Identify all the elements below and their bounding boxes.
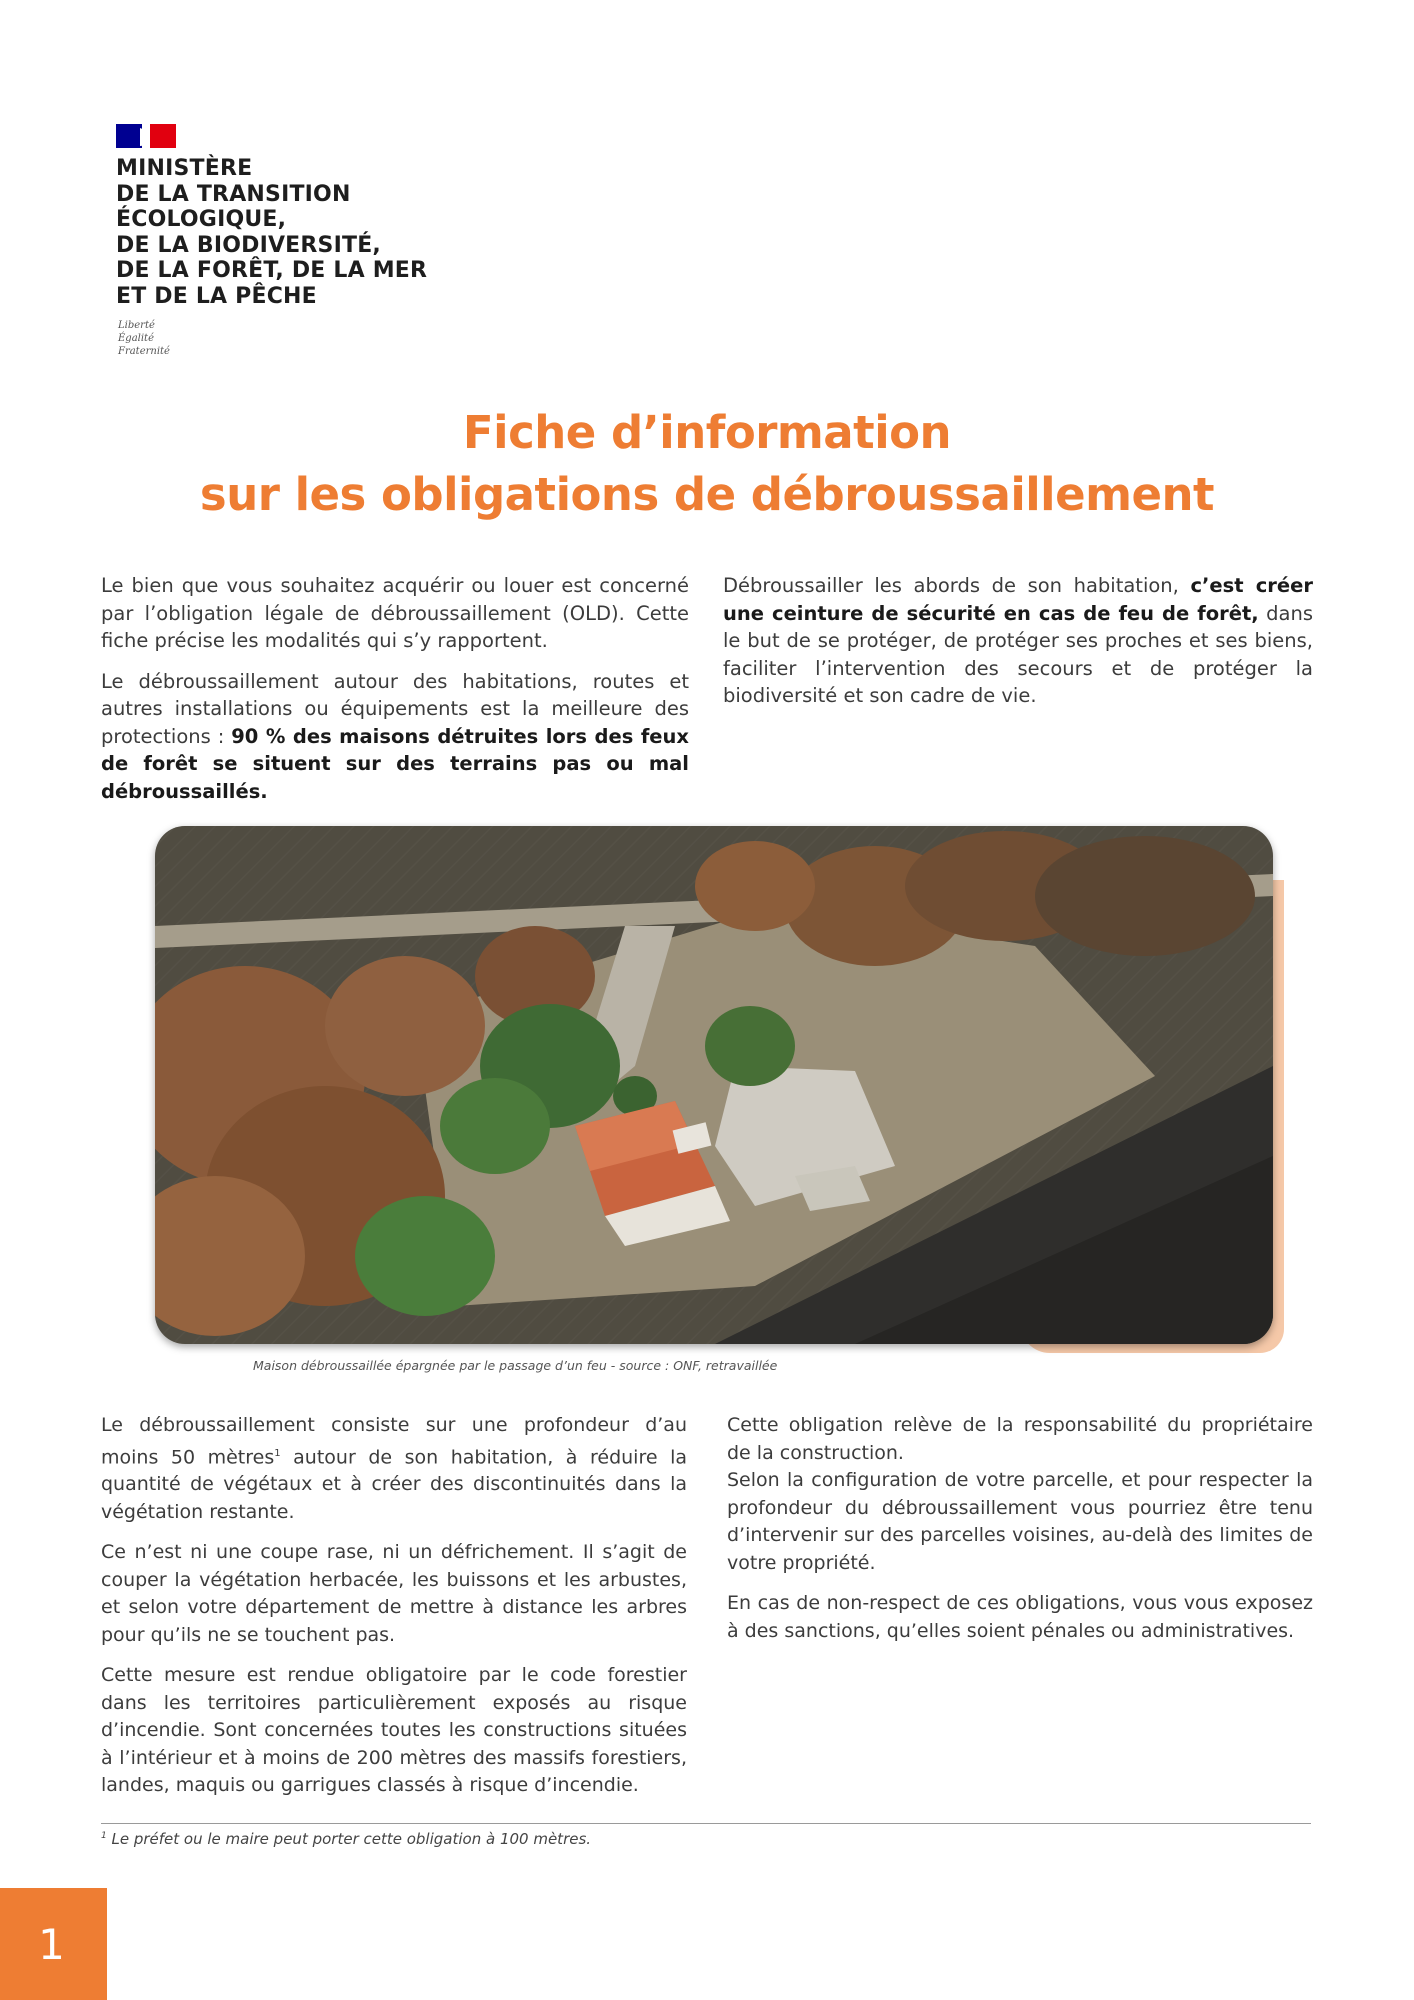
body-paragraph (727, 1412, 1313, 1577)
body-right-column (727, 1412, 1313, 1658)
footnote (101, 1830, 591, 1848)
title-line-1: Fiche d’information (462, 406, 952, 459)
body-paragraph: Ce n’est ni une coupe rase, ni un défrichement. Il s’agit de couper la végétation herbacée, les buissons et les arbustes, et selon votre département de mettre à distance les arbres pour qu’ils ne se touchent pas. (101, 1541, 687, 1646)
motto-line: Fraternité (118, 346, 170, 357)
body-left-column (101, 1412, 687, 1813)
photo-caption: Maison débroussaillée épargnée par le passage d’un feu - source : ONF, retravaillée (253, 1358, 778, 1373)
intro-highlight: c’est créer une ceinture de sécurité en cas de feu de forêt, (723, 574, 1313, 625)
ministry-name (116, 156, 427, 309)
intro-paragraph: Le bien que vous souhaitez acquérir ou louer est concerné par l’obligation légale de débroussaillement (OLD). Cette fiche précise les modalités qui s’y rapportent. (101, 574, 689, 652)
body-text: Cette obligation relève de la responsabilité du propriétaire de la construction. (727, 1414, 1313, 1464)
body-text: autour de son habitation, à réduire la quantité de végétaux et à créer des discontinuités dans la végétation restante. (101, 1445, 687, 1523)
intro-right-column (723, 572, 1313, 723)
motto-line: Égalité (118, 333, 154, 344)
motto-line: Liberté (118, 320, 155, 331)
ministry-line: MINISTÈRE (116, 156, 253, 181)
aerial-house-photo (155, 826, 1273, 1344)
title-line-2: sur les obligations de débroussaillement (199, 468, 1215, 521)
ministry-line: DE LA TRANSITION (116, 181, 351, 207)
page-title (0, 402, 1414, 526)
footnote-divider (101, 1823, 1311, 1824)
page-number: 1 (38, 1919, 65, 1969)
ministry-line: ÉCOLOGIQUE, (116, 207, 287, 232)
intro-paragraph (101, 668, 689, 806)
ministry-line: DE LA BIODIVERSITÉ, (116, 232, 381, 258)
footnote-reference: 1 (274, 1447, 281, 1459)
body-text: Le débroussaillement consiste sur une profondeur d’au moins 50 mètres (101, 1414, 687, 1468)
intro-highlight: 90 % des maisons détruites lors des feux de forêt se situent sur des terrains pas ou mal débroussaillés. (101, 724, 689, 803)
intro-text: Le débroussaillement autour des habitations, routes et autres installations ou équipements est la meilleure des protections : (101, 669, 689, 748)
page-number-badge (0, 1888, 107, 2000)
body-paragraph: Cette mesure est rendue obligatoire par le code forestier dans les territoires particulièrement exposés au risque d’incendie. Sont concernées toutes les constructions situées à l’intérieur et à moins de 200 mètres des massifs forestiers, landes, maquis ou garrigues classés à risque d’incendie. (101, 1664, 687, 1797)
intro-text: Débroussailler les abords de son habitation, (723, 574, 1191, 597)
intro-paragraph (723, 572, 1313, 710)
body-text: Selon la configuration de votre parcelle, et pour respecter la profondeur du débroussaillement vous pourriez être tenu d’intervenir sur des parcelles voisines, au-delà des limites de votre propriété. (727, 1469, 1313, 1574)
marianne-flag-icon (116, 124, 176, 148)
intro-left-column (101, 572, 689, 818)
ministry-line: DE LA FORÊT, DE LA MER (116, 258, 428, 283)
footnote-text: Le préfet ou le maire peut porter cette obligation à 100 mètres. (106, 1830, 592, 1848)
republic-motto (118, 319, 170, 358)
footnote-marker: 1 (101, 1831, 107, 1841)
body-paragraph: En cas de non-respect de ces obligations, vous vous exposez à des sanctions, qu’elles soient pénales ou administratives. (727, 1592, 1313, 1642)
body-paragraph (101, 1412, 687, 1526)
intro-text: dans le but de se protéger, de protéger ses proches et ses biens, faciliter l’intervention des secours et de protéger la biodiversité et son cadre de vie. (723, 601, 1313, 707)
ministry-line: ET DE LA PÊCHE (116, 283, 317, 309)
